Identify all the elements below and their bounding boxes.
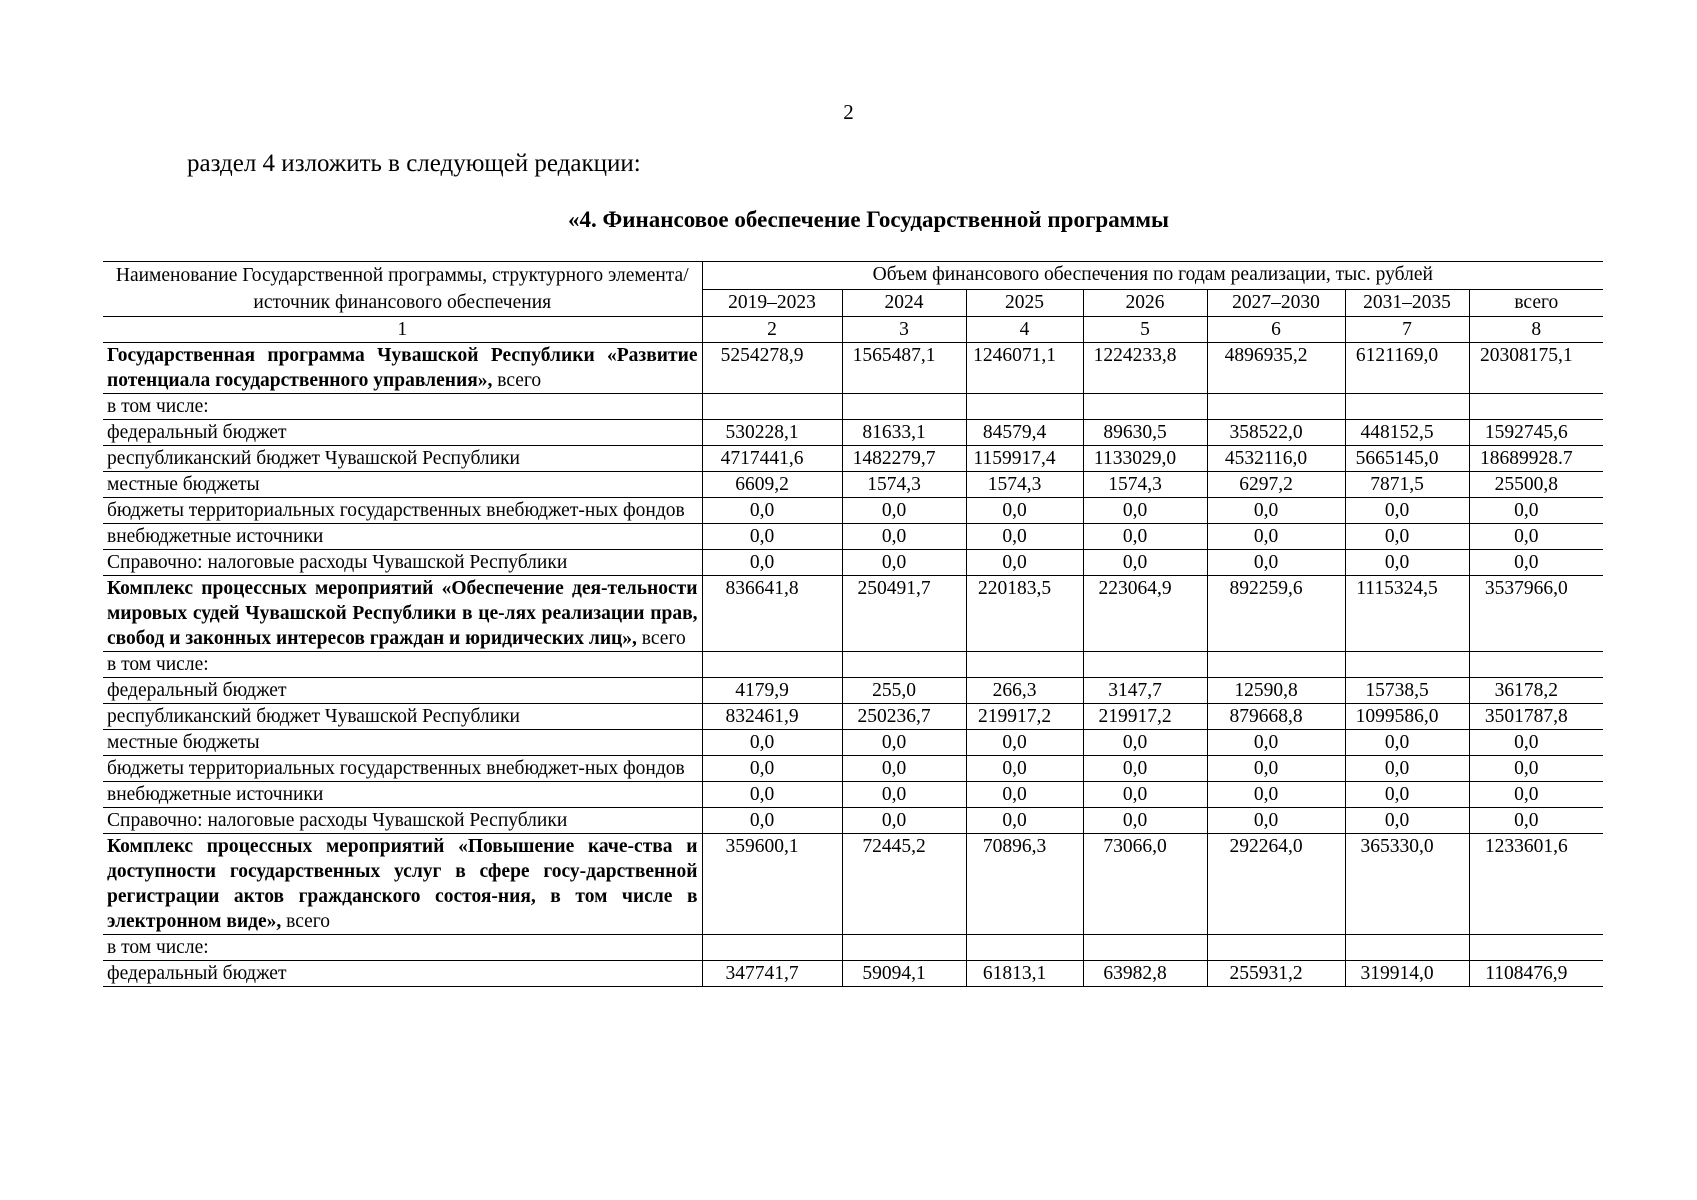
row-label-text: федеральный бюджет — [107, 422, 287, 443]
row-label-text: Справочно: налоговые расходы Чувашской Республики — [107, 810, 568, 831]
value-cell: 250491,7 — [842, 576, 966, 652]
row-label — [103, 472, 702, 498]
value-cell: 0,0 — [1469, 782, 1603, 808]
table-row — [103, 550, 1603, 576]
row-label-text: бюджеты территориальных государственных внебюджет-ных фондов — [107, 500, 685, 521]
table-row — [103, 704, 1603, 730]
row-label — [103, 678, 702, 704]
column-number: 8 — [1469, 317, 1603, 343]
table-row — [103, 834, 1603, 935]
value-cell — [1207, 394, 1345, 420]
value-cell: 0,0 — [842, 782, 966, 808]
value-cell: 0,0 — [966, 550, 1083, 576]
table-row — [103, 652, 1603, 678]
header-name-cell: Наименование Государственной программы, структурного элемента/ источник финансового обеспечения — [103, 262, 702, 317]
row-label — [103, 420, 702, 446]
row-label — [103, 961, 702, 987]
value-cell — [702, 394, 842, 420]
table-row — [103, 730, 1603, 756]
value-cell: 0,0 — [1345, 730, 1469, 756]
value-cell: 1482279,7 — [842, 446, 966, 472]
value-cell: 5254278,9 — [702, 343, 842, 394]
value-cell: 0,0 — [966, 498, 1083, 524]
value-cell — [702, 652, 842, 678]
value-cell: 1115324,5 — [1345, 576, 1469, 652]
value-cell: 6297,2 — [1207, 472, 1345, 498]
value-cell — [966, 394, 1083, 420]
value-cell: 358522,0 — [1207, 420, 1345, 446]
table-row — [103, 678, 1603, 704]
value-cell — [842, 394, 966, 420]
value-cell: 0,0 — [1345, 498, 1469, 524]
value-cell: 219917,2 — [1083, 704, 1207, 730]
value-cell: 5665145,0 — [1345, 446, 1469, 472]
row-label-text: всего — [636, 628, 686, 649]
table-row — [103, 420, 1603, 446]
value-cell: 347741,7 — [702, 961, 842, 987]
column-number: 4 — [966, 317, 1083, 343]
value-cell: 1574,3 — [1083, 472, 1207, 498]
page-number: 2 — [843, 100, 854, 124]
value-cell: 1592745,6 — [1469, 420, 1603, 446]
column-number: 6 — [1207, 317, 1345, 343]
value-cell: 0,0 — [1207, 550, 1345, 576]
value-cell: 1565487,1 — [842, 343, 966, 394]
row-label-text: внебюджетные источники — [107, 526, 324, 547]
value-cell: 25500,8 — [1469, 472, 1603, 498]
value-cell: 0,0 — [842, 756, 966, 782]
row-label — [103, 808, 702, 834]
value-cell: 6121169,0 — [1345, 343, 1469, 394]
value-cell — [1345, 394, 1469, 420]
year-header: 2025 — [966, 289, 1083, 317]
value-cell: 1108476,9 — [1469, 961, 1603, 987]
value-cell: 0,0 — [1345, 550, 1469, 576]
value-cell: 223064,9 — [1083, 576, 1207, 652]
value-cell: 59094,1 — [842, 961, 966, 987]
value-cell: 0,0 — [702, 498, 842, 524]
intro-text: раздел 4 изложить в следующей редакции: — [187, 150, 641, 177]
value-cell: 0,0 — [1469, 524, 1603, 550]
row-label — [103, 834, 702, 935]
value-cell: 61813,1 — [966, 961, 1083, 987]
row-label-text: в том числе: — [107, 937, 209, 958]
value-cell — [966, 935, 1083, 961]
value-cell — [966, 652, 1083, 678]
year-header-total: всего — [1469, 289, 1603, 317]
value-cell: 0,0 — [1469, 498, 1603, 524]
value-cell: 81633,1 — [842, 420, 966, 446]
value-cell: 63982,8 — [1083, 961, 1207, 987]
row-label — [103, 343, 702, 394]
row-label-bold: Государственная программа Чувашской Республики «Развитие потенциала государственного управления», — [107, 345, 698, 391]
value-cell: 266,3 — [966, 678, 1083, 704]
year-header: 2027–2030 — [1207, 289, 1345, 317]
value-cell: 255,0 — [842, 678, 966, 704]
table-row — [103, 576, 1603, 652]
value-cell: 319914,0 — [1345, 961, 1469, 987]
value-cell: 84579,4 — [966, 420, 1083, 446]
row-label-text: в том числе: — [107, 396, 209, 417]
row-label — [103, 782, 702, 808]
value-cell — [702, 935, 842, 961]
value-cell: 89630,5 — [1083, 420, 1207, 446]
value-cell — [1207, 935, 1345, 961]
value-cell: 0,0 — [1345, 524, 1469, 550]
value-cell: 0,0 — [702, 524, 842, 550]
year-header: 2026 — [1083, 289, 1207, 317]
value-cell: 0,0 — [702, 730, 842, 756]
value-cell: 220183,5 — [966, 576, 1083, 652]
section-title: «4. Финансовое обеспечение Государственной программы — [568, 207, 1169, 232]
value-cell: 0,0 — [1083, 808, 1207, 834]
table-row — [103, 782, 1603, 808]
value-cell — [842, 652, 966, 678]
table-row — [103, 935, 1603, 961]
row-label-text: Справочно: налоговые расходы Чувашской Республики — [107, 552, 568, 573]
row-label-bold: Комплекс процессных мероприятий «Обеспечение дея-тельности мировых судей Чувашской Республики в це-лях реализации прав, свобод и законных интересов граждан и юридических лиц», — [107, 578, 698, 649]
value-cell: 219917,2 — [966, 704, 1083, 730]
column-number: 1 — [103, 317, 702, 343]
value-cell: 0,0 — [1207, 782, 1345, 808]
header-volume-cell: Объем финансового обеспечения по годам реализации, тыс. рублей — [702, 262, 1603, 290]
table-row — [103, 756, 1603, 782]
value-cell: 530228,1 — [702, 420, 842, 446]
value-cell: 0,0 — [1083, 730, 1207, 756]
value-cell: 0,0 — [842, 550, 966, 576]
value-cell: 1574,3 — [842, 472, 966, 498]
row-label-text: в том числе: — [107, 654, 209, 675]
value-cell: 292264,0 — [1207, 834, 1345, 935]
value-cell: 0,0 — [842, 730, 966, 756]
row-label-text: федеральный бюджет — [107, 680, 287, 701]
value-cell: 7871,5 — [1345, 472, 1469, 498]
value-cell: 1133029,0 — [1083, 446, 1207, 472]
value-cell: 448152,5 — [1345, 420, 1469, 446]
value-cell: 0,0 — [842, 524, 966, 550]
value-cell — [1469, 394, 1603, 420]
value-cell: 0,0 — [1345, 808, 1469, 834]
value-cell — [1083, 652, 1207, 678]
year-header: 2019–2023 — [702, 289, 842, 317]
value-cell: 1159917,4 — [966, 446, 1083, 472]
value-cell — [1469, 652, 1603, 678]
value-cell: 836641,8 — [702, 576, 842, 652]
value-cell: 0,0 — [1207, 756, 1345, 782]
value-cell: 20308175,1 — [1469, 343, 1603, 394]
row-label-text: бюджеты территориальных государственных внебюджет-ных фондов — [107, 758, 685, 779]
table-row — [103, 472, 1603, 498]
value-cell: 0,0 — [1083, 550, 1207, 576]
value-cell: 0,0 — [1083, 782, 1207, 808]
row-label — [103, 394, 702, 420]
row-label-bold: Комплекс процессных мероприятий «Повышение каче-ства и доступности государственных услуг в сфере госу-дарственной регистрации актов гражданского состоя-ния, в том числе в электронном виде», — [107, 836, 698, 932]
value-cell: 70896,3 — [966, 834, 1083, 935]
row-label-text: республиканский бюджет Чувашской Республики — [107, 448, 520, 469]
row-label — [103, 730, 702, 756]
value-cell: 4717441,6 — [702, 446, 842, 472]
row-label-text: всего — [281, 911, 331, 932]
value-cell: 0,0 — [966, 524, 1083, 550]
value-cell — [1345, 935, 1469, 961]
value-cell: 0,0 — [1083, 756, 1207, 782]
year-header: 2024 — [842, 289, 966, 317]
value-cell: 359600,1 — [702, 834, 842, 935]
year-header: 2031–2035 — [1345, 289, 1469, 317]
value-cell: 0,0 — [966, 808, 1083, 834]
value-cell — [1345, 652, 1469, 678]
value-cell: 879668,8 — [1207, 704, 1345, 730]
table-row — [103, 394, 1603, 420]
value-cell: 0,0 — [1345, 782, 1469, 808]
value-cell: 0,0 — [1083, 524, 1207, 550]
value-cell: 0,0 — [966, 756, 1083, 782]
row-label — [103, 704, 702, 730]
table-row — [103, 498, 1603, 524]
value-cell: 36178,2 — [1469, 678, 1603, 704]
value-cell: 0,0 — [702, 808, 842, 834]
value-cell — [842, 935, 966, 961]
value-cell — [1469, 935, 1603, 961]
table-row — [103, 446, 1603, 472]
row-label — [103, 524, 702, 550]
value-cell: 0,0 — [842, 808, 966, 834]
value-cell: 12590,8 — [1207, 678, 1345, 704]
value-cell: 0,0 — [1469, 808, 1603, 834]
row-label-text: федеральный бюджет — [107, 963, 287, 984]
value-cell: 4179,9 — [702, 678, 842, 704]
value-cell: 0,0 — [1469, 550, 1603, 576]
value-cell: 0,0 — [1345, 756, 1469, 782]
column-number: 7 — [1345, 317, 1469, 343]
row-label-text: местные бюджеты — [107, 732, 260, 753]
value-cell: 0,0 — [1207, 808, 1345, 834]
table-row — [103, 343, 1603, 394]
value-cell: 0,0 — [1083, 498, 1207, 524]
value-cell: 832461,9 — [702, 704, 842, 730]
value-cell — [1083, 394, 1207, 420]
value-cell: 0,0 — [966, 730, 1083, 756]
column-number: 5 — [1083, 317, 1207, 343]
value-cell: 1574,3 — [966, 472, 1083, 498]
row-label — [103, 756, 702, 782]
value-cell: 1099586,0 — [1345, 704, 1469, 730]
row-label — [103, 652, 702, 678]
value-cell: 0,0 — [1207, 498, 1345, 524]
row-label — [103, 550, 702, 576]
row-label — [103, 446, 702, 472]
value-cell: 0,0 — [1469, 756, 1603, 782]
row-label — [103, 935, 702, 961]
value-cell: 250236,7 — [842, 704, 966, 730]
value-cell: 3537966,0 — [1469, 576, 1603, 652]
value-cell: 73066,0 — [1083, 834, 1207, 935]
value-cell: 0,0 — [1207, 524, 1345, 550]
value-cell — [1083, 935, 1207, 961]
value-cell: 4532116,0 — [1207, 446, 1345, 472]
column-number: 3 — [842, 317, 966, 343]
table-row — [103, 808, 1603, 834]
value-cell: 0,0 — [1207, 730, 1345, 756]
value-cell: 3147,7 — [1083, 678, 1207, 704]
value-cell: 72445,2 — [842, 834, 966, 935]
row-label-text: всего — [492, 370, 542, 391]
value-cell: 0,0 — [702, 756, 842, 782]
financing-table — [103, 261, 1603, 987]
value-cell: 892259,6 — [1207, 576, 1345, 652]
table-row — [103, 961, 1603, 987]
value-cell: 365330,0 — [1345, 834, 1469, 935]
value-cell: 18689928.7 — [1469, 446, 1603, 472]
value-cell: 0,0 — [842, 498, 966, 524]
column-number: 2 — [702, 317, 842, 343]
value-cell: 0,0 — [966, 782, 1083, 808]
value-cell — [1207, 652, 1345, 678]
value-cell: 0,0 — [702, 550, 842, 576]
value-cell: 4896935,2 — [1207, 343, 1345, 394]
value-cell: 0,0 — [1469, 730, 1603, 756]
value-cell: 255931,2 — [1207, 961, 1345, 987]
value-cell: 6609,2 — [702, 472, 842, 498]
row-label — [103, 576, 702, 652]
value-cell: 15738,5 — [1345, 678, 1469, 704]
value-cell: 1224233,8 — [1083, 343, 1207, 394]
table-row — [103, 524, 1603, 550]
value-cell: 1233601,6 — [1469, 834, 1603, 935]
row-label-text: местные бюджеты — [107, 474, 260, 495]
row-label-text: республиканский бюджет Чувашской Республики — [107, 706, 520, 727]
value-cell: 0,0 — [702, 782, 842, 808]
value-cell: 3501787,8 — [1469, 704, 1603, 730]
row-label — [103, 498, 702, 524]
row-label-text: внебюджетные источники — [107, 784, 324, 805]
value-cell: 1246071,1 — [966, 343, 1083, 394]
